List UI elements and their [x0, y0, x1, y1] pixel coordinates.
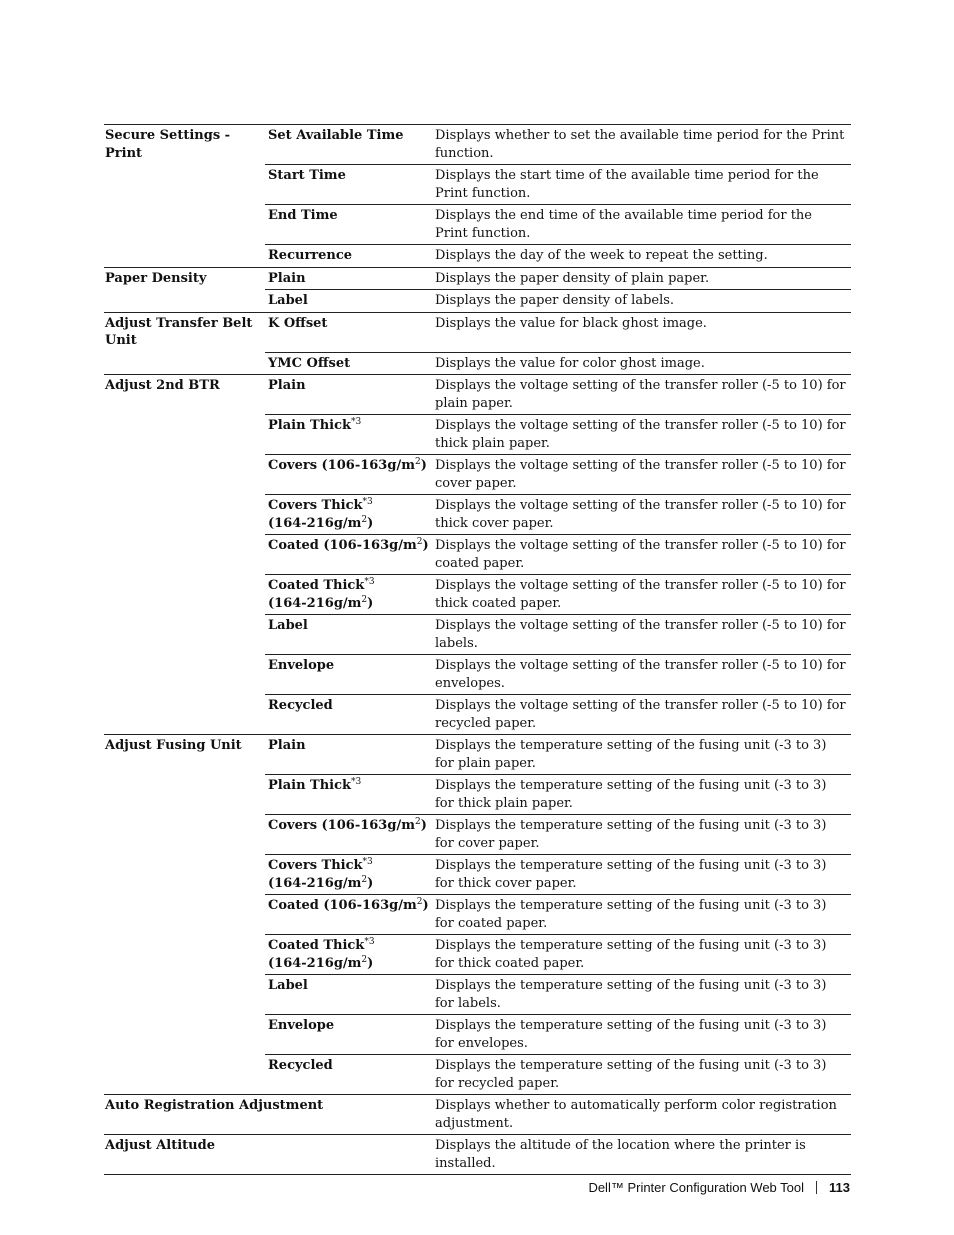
item-superscript: 2 — [361, 514, 368, 525]
setting-group: Adjust Fusing Unit — [104, 734, 265, 774]
setting-item — [265, 494, 432, 534]
setting-group — [104, 534, 265, 574]
setting-group — [104, 574, 265, 614]
setting-description: Displays the voltage setting of the transfer roller (-5 to 10) for coated paper. — [432, 534, 851, 574]
table-row — [104, 164, 851, 204]
setting-description: Displays the temperature setting of the fusing unit (-3 to 3) for labels. — [432, 974, 851, 1014]
setting-item — [265, 312, 432, 352]
setting-description: Displays the temperature setting of the fusing unit (-3 to 3) for recycled paper. — [432, 1054, 851, 1094]
item-label-continued: ) — [422, 898, 429, 913]
item-label: Label — [268, 978, 308, 993]
setting-description: Displays the voltage setting of the transfer roller (-5 to 10) for thick plain paper. — [432, 414, 851, 454]
item-label: Plain Thick — [268, 418, 352, 433]
setting-group — [104, 352, 265, 375]
item-label-continued: (164-216g/m — [268, 595, 362, 611]
setting-description: Displays the altitude of the location where the printer is installed. — [432, 1134, 851, 1174]
setting-item — [265, 124, 432, 164]
setting-item — [265, 267, 432, 290]
setting-item — [265, 894, 432, 934]
item-label: Coated (106-163g/m — [268, 898, 417, 913]
setting-description: Displays the temperature setting of the fusing unit (-3 to 3) for cover paper. — [432, 814, 851, 854]
setting-item — [265, 694, 432, 734]
setting-item — [265, 414, 432, 454]
setting-item — [265, 974, 432, 1014]
table-row — [104, 1134, 851, 1175]
setting-item — [265, 534, 432, 574]
setting-description: Displays the voltage setting of the transfer roller (-5 to 10) for thick coated paper. — [432, 574, 851, 614]
footer-title: Dell™ Printer Configuration Web Tool — [588, 1180, 805, 1195]
setting-description: Displays the value for color ghost image. — [432, 352, 851, 375]
table-row — [104, 454, 851, 494]
setting-item — [265, 574, 432, 614]
setting-description: Displays the start time of the available time period for the Print function. — [432, 164, 851, 204]
table-row — [104, 534, 851, 574]
table-row — [104, 267, 851, 290]
setting-group — [104, 164, 265, 204]
table-row — [104, 289, 851, 312]
setting-description: Displays the temperature setting of the fusing unit (-3 to 3) for thick coated paper. — [432, 934, 851, 974]
item-label: Covers Thick — [268, 498, 363, 513]
item-superscript: *3 — [364, 937, 375, 947]
item-superscript: 2 — [361, 954, 368, 965]
table-row — [104, 352, 851, 375]
item-label: Covers (106-163g/m — [268, 818, 415, 833]
setting-description: Displays whether to automatically perform color registration adjustment. — [432, 1094, 851, 1134]
setting-item — [265, 814, 432, 854]
item-superscript: *3 — [364, 577, 375, 587]
item-label-continued: (164-216g/m — [268, 955, 362, 971]
table-row — [104, 1014, 851, 1054]
setting-group — [104, 894, 265, 934]
table-row — [104, 574, 851, 614]
closing-paren: ) — [367, 955, 374, 971]
setting-group — [104, 974, 265, 1014]
setting-item — [265, 854, 432, 894]
table-row — [104, 312, 851, 352]
item-superscript: *3 — [362, 857, 373, 867]
item-label: Envelope — [268, 1018, 335, 1033]
item-label: Recurrence — [268, 248, 353, 263]
setting-description: Displays the temperature setting of the fusing unit (-3 to 3) for envelopes. — [432, 1014, 851, 1054]
table-row — [104, 654, 851, 694]
setting-group: Adjust Altitude — [104, 1134, 432, 1174]
setting-group: Adjust 2nd BTR — [104, 374, 265, 414]
item-label-continued: (164-216g/m — [268, 515, 362, 531]
item-label: Plain — [268, 378, 306, 393]
item-label: Start Time — [268, 168, 346, 183]
item-label-continued: ) — [420, 818, 427, 833]
item-superscript: 2 — [416, 537, 423, 547]
setting-item — [265, 614, 432, 654]
table-row — [104, 934, 851, 974]
item-label: Coated Thick — [268, 938, 365, 953]
setting-group — [104, 854, 265, 894]
setting-description: Displays the voltage setting of the transfer roller (-5 to 10) for labels. — [432, 614, 851, 654]
setting-item — [265, 734, 432, 774]
settings-table — [104, 124, 851, 1175]
setting-description: Displays the day of the week to repeat the setting. — [432, 244, 851, 267]
setting-group — [104, 494, 265, 534]
setting-group — [104, 1054, 265, 1094]
setting-item — [265, 289, 432, 312]
setting-item — [265, 374, 432, 414]
setting-description: Displays the temperature setting of the fusing unit (-3 to 3) for coated paper. — [432, 894, 851, 934]
table-row — [104, 1054, 851, 1094]
item-label-continued: ) — [420, 458, 427, 473]
page-footer — [588, 1180, 850, 1195]
setting-group: Adjust Transfer Belt Unit — [104, 312, 265, 352]
setting-item — [265, 774, 432, 814]
closing-paren: ) — [367, 875, 374, 891]
item-label: Covers (106-163g/m — [268, 458, 415, 473]
item-label: Plain Thick — [268, 778, 352, 793]
setting-item — [265, 654, 432, 694]
table-row — [104, 694, 851, 734]
setting-description: Displays the temperature setting of the fusing unit (-3 to 3) for plain paper. — [432, 734, 851, 774]
item-label: Coated Thick — [268, 578, 365, 593]
table-row — [104, 894, 851, 934]
setting-group — [104, 814, 265, 854]
item-label: Label — [268, 293, 308, 308]
item-label-continued: ) — [422, 538, 429, 553]
setting-group — [104, 1014, 265, 1054]
setting-item — [265, 352, 432, 375]
item-label: YMC Offset — [268, 355, 351, 371]
setting-group: Paper Density — [104, 267, 265, 290]
setting-group — [104, 614, 265, 654]
table-row — [104, 494, 851, 534]
setting-description: Displays the voltage setting of the transfer roller (-5 to 10) for cover paper. — [432, 454, 851, 494]
item-label: Coated (106-163g/m — [268, 538, 417, 553]
setting-item — [265, 454, 432, 494]
page-number: 113 — [829, 1180, 850, 1195]
item-superscript: *3 — [351, 417, 362, 427]
setting-group — [104, 454, 265, 494]
item-label: Plain — [268, 738, 306, 753]
setting-description: Displays the voltage setting of the transfer roller (-5 to 10) for plain paper. — [432, 374, 851, 414]
setting-item — [265, 164, 432, 204]
setting-description: Displays the temperature setting of the fusing unit (-3 to 3) for thick cover paper. — [432, 854, 851, 894]
setting-group — [104, 694, 265, 734]
setting-group — [104, 204, 265, 244]
item-superscript: *3 — [362, 497, 373, 507]
setting-item — [265, 1054, 432, 1094]
table-row — [104, 734, 851, 774]
item-label: Recycled — [268, 1058, 333, 1073]
item-label: Recycled — [268, 698, 333, 713]
setting-description: Displays the voltage setting of the transfer roller (-5 to 10) for envelopes. — [432, 654, 851, 694]
closing-paren: ) — [367, 515, 374, 531]
item-superscript: 2 — [416, 897, 423, 907]
item-superscript: 2 — [414, 457, 421, 467]
setting-description: Displays the paper density of labels. — [432, 289, 851, 312]
item-label: Plain — [268, 270, 306, 286]
setting-group — [104, 244, 265, 267]
setting-group — [104, 414, 265, 454]
table-row — [104, 774, 851, 814]
setting-item — [265, 244, 432, 267]
item-superscript: 2 — [361, 874, 368, 885]
setting-group: Auto Registration Adjustment — [104, 1094, 432, 1134]
setting-description: Displays the end time of the available time period for the Print function. — [432, 204, 851, 244]
setting-item — [265, 934, 432, 974]
item-label: Envelope — [268, 658, 335, 673]
footer-separator — [816, 1181, 817, 1194]
setting-description: Displays the voltage setting of the transfer roller (-5 to 10) for thick cover paper. — [432, 494, 851, 534]
item-superscript: *3 — [351, 777, 362, 787]
item-label-continued: (164-216g/m — [268, 875, 362, 891]
setting-item — [265, 1014, 432, 1054]
item-superscript: 2 — [361, 594, 368, 605]
table-row — [104, 1094, 851, 1134]
setting-group — [104, 654, 265, 694]
item-label: Label — [268, 618, 308, 633]
table-row — [104, 974, 851, 1014]
table-row — [104, 854, 851, 894]
item-label: K Offset — [268, 315, 328, 331]
table-row — [104, 814, 851, 854]
table-row — [104, 374, 851, 414]
item-superscript: 2 — [414, 817, 421, 827]
table-row — [104, 414, 851, 454]
table-row — [104, 244, 851, 267]
setting-group — [104, 289, 265, 312]
setting-description: Displays the paper density of plain paper. — [432, 267, 851, 290]
setting-description: Displays whether to set the available time period for the Print function. — [432, 124, 851, 164]
item-label: Covers Thick — [268, 858, 363, 873]
table-row — [104, 204, 851, 244]
item-label: Set Available Time — [268, 128, 404, 143]
setting-group: Secure Settings - Print — [104, 124, 265, 164]
setting-description: Displays the value for black ghost image. — [432, 312, 851, 352]
setting-group — [104, 774, 265, 814]
setting-description: Displays the voltage setting of the transfer roller (-5 to 10) for recycled paper. — [432, 694, 851, 734]
item-label: End Time — [268, 208, 338, 223]
table-row — [104, 124, 851, 164]
closing-paren: ) — [367, 595, 374, 611]
table-row — [104, 614, 851, 654]
setting-group — [104, 934, 265, 974]
setting-description: Displays the temperature setting of the fusing unit (-3 to 3) for thick plain paper. — [432, 774, 851, 814]
setting-item — [265, 204, 432, 244]
